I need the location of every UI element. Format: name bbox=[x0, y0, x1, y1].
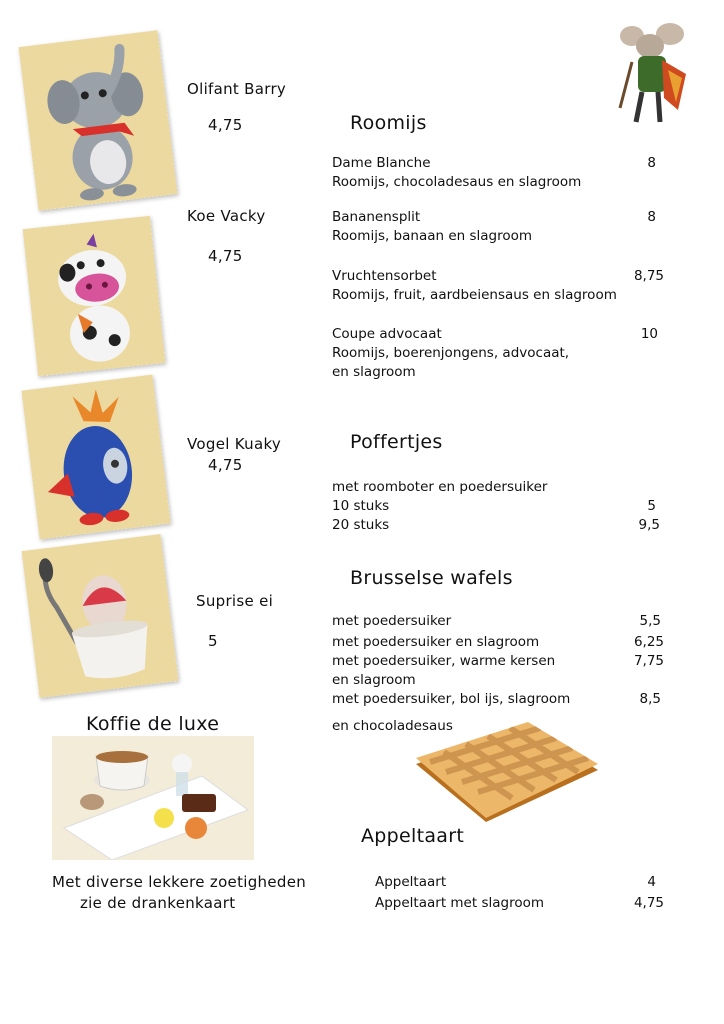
toy-name: Olifant Barry bbox=[187, 80, 287, 98]
poffertjes-intro: met roomboter en poedersuiker bbox=[332, 479, 548, 495]
wafels-title: Brusselse wafels bbox=[350, 567, 513, 589]
menu-item-name: Coupe advocaat bbox=[332, 326, 442, 342]
menu-item-price: 4,75 bbox=[633, 895, 664, 911]
menu-item-desc: en slagroom bbox=[332, 364, 416, 380]
menu-item-price: 9,5 bbox=[638, 517, 660, 533]
mouse-figure-illustration bbox=[612, 18, 692, 130]
menu-item-price: 5,5 bbox=[639, 613, 661, 629]
toy-name: Vogel Kuaky bbox=[187, 435, 282, 453]
menu-item-name: met poedersuiker, bol ijs, slagroom bbox=[332, 691, 571, 707]
elephant-toy-photo bbox=[18, 30, 177, 211]
cow-toy-photo bbox=[23, 216, 166, 377]
koffie-desc: zie de drankenkaart bbox=[80, 894, 236, 912]
menu-item-name: Bananensplit bbox=[332, 209, 421, 225]
koffie-desc: Met diverse lekkere zoetigheden bbox=[52, 873, 307, 891]
menu-item-desc: Roomijs, chocoladesaus en slagroom bbox=[332, 174, 582, 190]
appeltaart-title: Appeltaart bbox=[361, 825, 465, 847]
menu-item-name: Dame Blanche bbox=[332, 155, 431, 171]
menu-item-price: 8,75 bbox=[633, 268, 664, 284]
menu-item-name: met poedersuiker bbox=[332, 613, 452, 629]
menu-item-name: Appeltaart bbox=[375, 874, 447, 890]
menu-item-desc: Roomijs, banaan en slagroom bbox=[332, 228, 533, 244]
menu-item-name: en slagroom bbox=[332, 672, 416, 688]
menu-item-price: 10 bbox=[640, 326, 658, 342]
menu-item-name: Vruchtensorbet bbox=[332, 268, 437, 284]
menu-item-name: en chocoladesaus bbox=[332, 718, 453, 734]
toy-price: 4,75 bbox=[208, 116, 243, 134]
menu-item-price: 8 bbox=[647, 155, 656, 171]
koffie-title: Koffie de luxe bbox=[86, 713, 220, 735]
menu-item-price: 4 bbox=[647, 874, 656, 890]
menu-item-name: Appeltaart met slagroom bbox=[375, 895, 544, 911]
menu-item-desc: Roomijs, fruit, aardbeiensaus en slagroom bbox=[332, 287, 617, 303]
toy-name: Koe Vacky bbox=[187, 207, 266, 225]
menu-item-price: 8,5 bbox=[639, 691, 661, 707]
menu-item-desc: Roomijs, boerenjongens, advocaat, bbox=[332, 345, 570, 361]
menu-item-price: 6,25 bbox=[633, 634, 664, 650]
toy-price: 4,75 bbox=[208, 247, 243, 265]
menu-item-price: 5 bbox=[647, 498, 656, 514]
menu-item-name: met poedersuiker, warme kersen bbox=[332, 653, 556, 669]
toy-price: 5 bbox=[208, 632, 218, 650]
koffie-photo bbox=[52, 736, 254, 860]
surprise-egg-photo bbox=[22, 534, 179, 698]
menu-item-name: 20 stuks bbox=[332, 517, 390, 533]
poffertjes-title: Poffertjes bbox=[350, 431, 443, 453]
waffle-illustration bbox=[408, 718, 604, 822]
menu-item-name: 10 stuks bbox=[332, 498, 390, 514]
toy-price: 4,75 bbox=[208, 456, 243, 474]
menu-item-name: met poedersuiker en slagroom bbox=[332, 634, 540, 650]
bird-toy-photo bbox=[21, 375, 170, 540]
roomijs-title: Roomijs bbox=[350, 112, 427, 134]
toy-name: Suprise ei bbox=[196, 592, 274, 610]
menu-item-price: 8 bbox=[647, 209, 656, 225]
menu-item-price: 7,75 bbox=[633, 653, 664, 669]
